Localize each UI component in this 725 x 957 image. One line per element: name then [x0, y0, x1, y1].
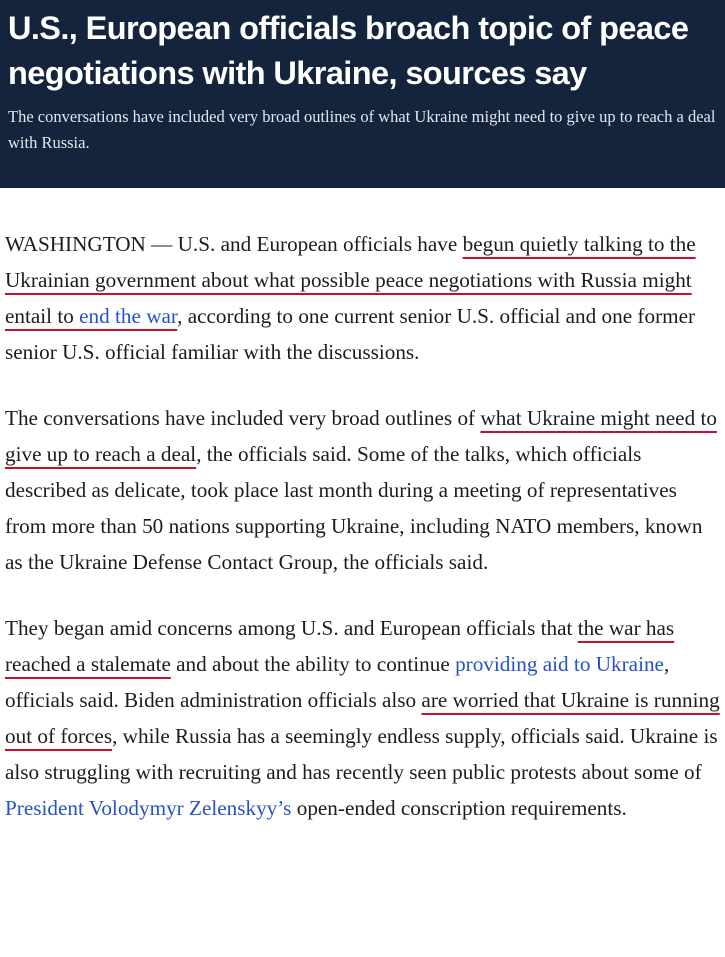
- text-run: , officials said. Biden administration officials also: [5, 652, 670, 712]
- zelenskyy-link[interactable]: President Volodymyr Zelenskyy’s: [5, 796, 292, 820]
- highlighted-text: the war has reached a stalemate: [5, 616, 675, 676]
- paragraph-2: [5, 400, 723, 580]
- text-run: , the officials said. Some of the talks, which officials described as delicate, took place last month during a meeting of representatives from more than 50 nations supporting Ukraine, including NATO members, known as the Ukraine Defense Contact Group, the officials said.: [5, 442, 703, 574]
- end-the-war-link[interactable]: end the war: [79, 304, 178, 328]
- subheadline: The conversations have included very broad outlines of what Ukraine might need to give up to reach a deal with Russia.: [8, 107, 716, 152]
- headline: U.S., European officials broach topic of peace negotiations with Ukraine, sources say: [8, 10, 689, 91]
- text-run: open-ended conscription requirements.: [291, 796, 627, 820]
- article-header: [0, 0, 725, 188]
- providing-aid-link[interactable]: providing aid to Ukraine: [455, 652, 664, 676]
- paragraph-1: [5, 226, 723, 370]
- text-run: The conversations have included very broad outlines of: [5, 406, 481, 430]
- text-run: , while Russia has a seemingly endless supply, officials said. Ukraine is also struggling with recruiting and has recently seen public protests about some of: [5, 724, 718, 784]
- paragraph-3: [5, 610, 723, 826]
- text-run: begun quietly talking to the Ukrainian government about what possible peace negotiations with Russia might entail to: [5, 232, 696, 328]
- highlighted-text: are worried that Ukraine is running out of forces: [5, 688, 720, 748]
- text-run: They began amid concerns among U.S. and European officials that: [5, 616, 578, 640]
- text-run: WASHINGTON — U.S. and European officials have: [5, 232, 463, 256]
- article-body: [5, 226, 723, 856]
- highlighted-text: what Ukraine might need to give up to reach a deal: [5, 406, 717, 466]
- text-run: and about the ability to continue: [170, 652, 456, 676]
- text-run: , according to one current senior U.S. official and one former senior U.S. official familiar with the discussions.: [5, 304, 696, 364]
